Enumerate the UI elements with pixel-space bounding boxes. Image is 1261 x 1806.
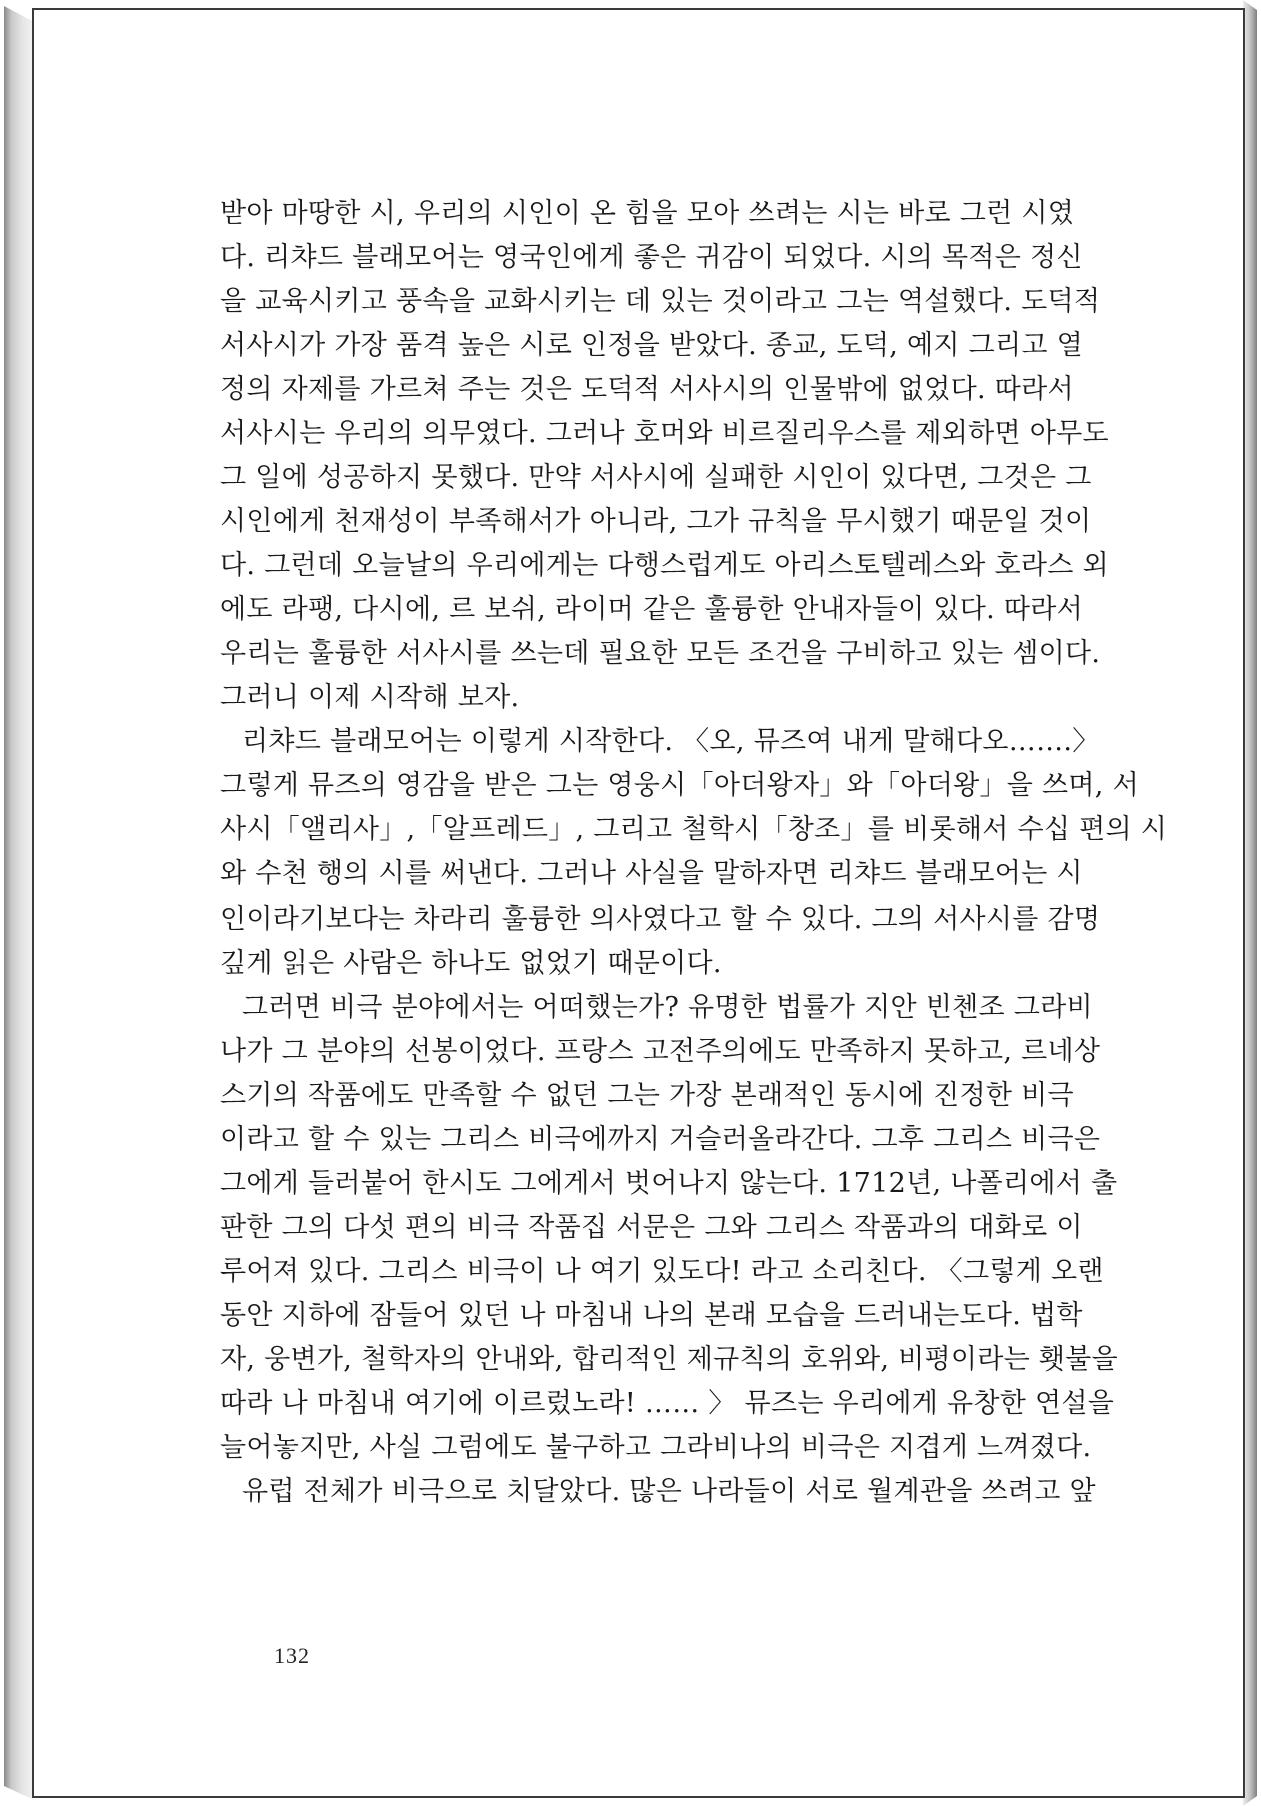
text-line: 이라고 할 수 있는 그리스 비극에까지 거슬러올라간다. 그후 그리스 비극은 bbox=[220, 1124, 1101, 1155]
text-line: 에도 라팽, 다시에, 르 보쉬, 라이머 같은 훌륭한 안내자들이 있다. 따라서 bbox=[220, 594, 1084, 625]
text-line: 정의 자제를 가르쳐 주는 것은 도덕적 서사시의 인물밖에 없었다. 따라서 bbox=[220, 374, 1074, 405]
text-line: 그 일에 성공하지 못했다. 만약 서사시에 실패한 시인이 있다면, 그것은 그 bbox=[220, 462, 1092, 493]
book-page bbox=[32, 8, 1245, 1798]
text-line: 동안 지하에 잠들어 있던 나 마침내 나의 본래 모습을 드러내는도다. 법학 bbox=[220, 1300, 1083, 1331]
text-line: 따라 나 마침내 여기에 이르렀노라! …… 〉 뮤즈는 우리에게 유창한 연설을 bbox=[220, 1388, 1115, 1419]
text-line: 그러니 이제 시작해 보자. bbox=[220, 682, 520, 713]
text-line: 을 교육시키고 풍속을 교화시키는 데 있는 것이라고 그는 역설했다. 도덕적 bbox=[220, 286, 1101, 317]
text-line: 루어져 있다. 그리스 비극이 나 여기 있도다! 라고 소리친다. 〈그렇게 오랜 bbox=[220, 1256, 1104, 1287]
text-line: 그렇게 뮤즈의 영감을 받은 그는 영웅시「아더왕자」와「아더왕」을 쓰며, 서 bbox=[220, 770, 1139, 801]
page-edge-left bbox=[4, 6, 34, 1800]
text-line: 나가 그 분야의 선봉이었다. 프랑스 고전주의에도 만족하지 못하고, 르네상 bbox=[220, 1036, 1101, 1067]
text-line: 그에게 들러붙어 한시도 그에게서 벗어나지 않는다. 1712년, 나폴리에서 출 bbox=[220, 1168, 1118, 1199]
page-number: 132 bbox=[274, 1643, 310, 1668]
text-line: 유럽 전체가 비극으로 치달았다. 많은 나라들이 서로 월계관을 쓰려고 앞 bbox=[242, 1476, 1096, 1507]
text-line: 우리는 훌륭한 서사시를 쓰는데 필요한 모든 조건을 구비하고 있는 셈이다. bbox=[220, 638, 1101, 669]
text-line: 그러면 비극 분야에서는 어떠했는가? 유명한 법률가 지안 빈첸조 그라비 bbox=[242, 992, 1093, 1023]
text-line: 판한 그의 다섯 편의 비극 작품집 서문은 그와 그리스 작품과의 대화로 이 bbox=[220, 1212, 1083, 1243]
text-line: 서사시가 가장 품격 높은 시로 인정을 받았다. 종교, 도덕, 예지 그리고 열 bbox=[220, 330, 1084, 361]
page-edge-right bbox=[1243, 0, 1257, 1806]
text-line: 리챠드 블래모어는 이렇게 시작한다. 〈오, 뮤즈여 내게 말해다오…….〉 bbox=[242, 726, 1100, 757]
text-line: 자, 웅변가, 철학자의 안내와, 합리적인 제규칙의 호위와, 비평이라는 횃불을 bbox=[220, 1344, 1119, 1375]
text-line: 늘어놓지만, 사실 그럼에도 불구하고 그라비나의 비극은 지겹게 느껴졌다. bbox=[220, 1432, 1092, 1463]
text-line: 서사시는 우리의 의무였다. 그러나 호머와 비르질리우스를 제외하면 아무도 bbox=[220, 418, 1109, 449]
text-line: 인이라기보다는 차라리 훌륭한 의사였다고 할 수 있다. 그의 서사시를 감명 bbox=[220, 904, 1101, 935]
text-line: 받아 마땅한 시, 우리의 시인이 온 힘을 모아 쓰려는 시는 바로 그런 시였 bbox=[220, 198, 1075, 229]
text-line: 사시「앨리사」,「알프레드」, 그리고 철학시「창조」를 비롯해서 수십 편의 시 bbox=[220, 814, 1168, 845]
text-line: 시인에게 천재성이 부족해서가 아니라, 그가 규칙을 무시했기 때문일 것이 bbox=[220, 506, 1092, 537]
text-line: 다. 그런데 오늘날의 우리에게는 다행스럽게도 아리스토텔레스와 호라스 외 bbox=[220, 550, 1109, 581]
text-line: 다. 리챠드 블래모어는 영국인에게 좋은 귀감이 되었다. 시의 목적은 정신 bbox=[220, 242, 1083, 273]
text-line: 깊게 읽은 사람은 하나도 없었기 때문이다. bbox=[220, 948, 722, 979]
text-line: 스기의 작품에도 만족할 수 없던 그는 가장 본래적인 동시에 진정한 비극 bbox=[220, 1080, 1074, 1111]
text-line: 와 수천 행의 시를 써낸다. 그러나 사실을 말하자면 리챠드 블래모어는 시 bbox=[220, 858, 1083, 889]
